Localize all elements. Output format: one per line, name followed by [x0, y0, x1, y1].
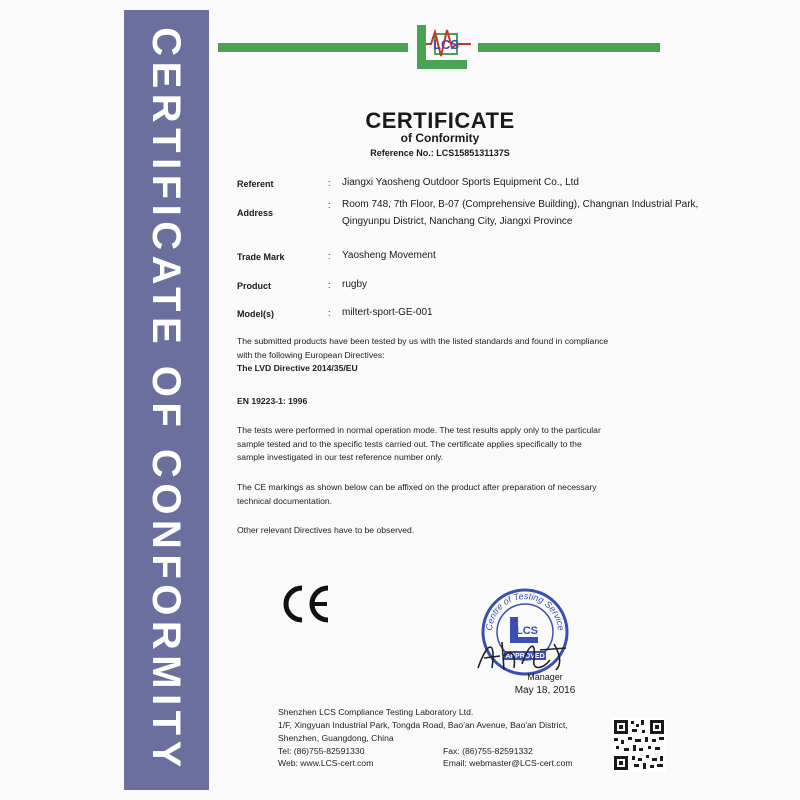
- certificate-subtitle: of Conformity: [400, 131, 480, 145]
- footer-address-line1: 1/F, Xingyuan Industrial Park, Tongda Road, Bao'an Avenue, Bao'an District,: [278, 720, 568, 730]
- footer-tel: Tel: (86)755-82591330: [278, 746, 365, 756]
- footer-fax: Fax: (86)755-82591332: [443, 746, 533, 756]
- svg-text:Centre of Testing Service: Centre of Testing Service: [483, 590, 567, 631]
- qr-code-icon: [612, 718, 666, 772]
- svg-text:CE: CE: [280, 585, 282, 586]
- field-colon: :: [328, 200, 331, 210]
- standard-text: EN 19223-1: 1996: [237, 396, 308, 406]
- field-colon: :: [328, 251, 331, 261]
- body-paragraph-1: The submitted products have been tested by us with the listed standards and found in compliance with the following European Directives: The LVD Directive 2014/35/EU: [237, 335, 697, 376]
- svg-text:LCS: LCS: [516, 625, 538, 637]
- manager-signature: [470, 630, 580, 678]
- ce-mark-icon: [280, 585, 332, 623]
- header-bar-right: [478, 43, 660, 52]
- lcs-logo-icon: [413, 22, 475, 72]
- header-bar-left: [218, 43, 408, 52]
- field-colon: :: [328, 308, 331, 318]
- issue-date: May 18, 2016: [514, 685, 576, 696]
- reference-number: Reference No.: LCS1585131137S: [370, 148, 510, 158]
- manager-label: Manager: [527, 672, 563, 682]
- body-paragraph-4: Other relevant Directives have to be observed.: [237, 525, 415, 535]
- field-label-referent: Referent: [237, 179, 274, 189]
- svg-text:LCS: LCS: [433, 37, 459, 52]
- body-paragraph-3: The CE markings as shown below can be affixed on the product after preparation of necessary technical documentation.: [237, 482, 597, 506]
- field-value-referent: Jiangxi Yaosheng Outdoor Sports Equipment Co., Ltd: [342, 177, 579, 188]
- footer-address-line2: Shenzhen, Guangdong, China: [278, 733, 394, 743]
- svg-text:APPROVED: APPROVED: [505, 653, 545, 660]
- field-label-product: Product: [237, 281, 272, 291]
- certificate-title: CERTIFICATE: [365, 108, 515, 133]
- field-colon: :: [328, 280, 331, 290]
- footer-web: Web: www.LCS-cert.com: [278, 758, 374, 768]
- field-colon: :: [328, 178, 331, 188]
- field-label-address: Address: [237, 208, 274, 218]
- field-value-models: miltert-sport-GE-001: [342, 307, 433, 318]
- sidebar-title: CERTIFICATE OF CONFORMITY: [144, 27, 188, 773]
- field-value-address-line1: Room 748, 7th Floor, B-07 (Comprehensive Building), Changnan Industrial Park,: [342, 199, 699, 210]
- svg-text:Aho Fe: Aho Fe: [470, 630, 474, 631]
- body-paragraph-2: The tests were performed in normal operation mode. The test results apply only to the particular sample tested and to the specific tests carried out. The certificate applies specifically to the sample investigated in our test reference number only.: [237, 425, 601, 462]
- field-value-address-line2: Qingyunpu District, Nanchang City, Jiangxi Province: [342, 216, 573, 227]
- field-value-product: rugby: [342, 279, 368, 290]
- field-label-models: Model(s): [237, 309, 274, 319]
- sidebar-band: [124, 10, 209, 790]
- footer-company: Shenzhen LCS Compliance Testing Laboratory Ltd.: [278, 707, 474, 717]
- footer-email: Email: webmaster@LCS-cert.com: [443, 758, 573, 768]
- directive-text: The LVD Directive 2014/35/EU: [237, 363, 358, 373]
- field-label-trade-mark: Trade Mark: [237, 252, 285, 262]
- field-value-trade-mark: Yaosheng Movement: [342, 250, 436, 261]
